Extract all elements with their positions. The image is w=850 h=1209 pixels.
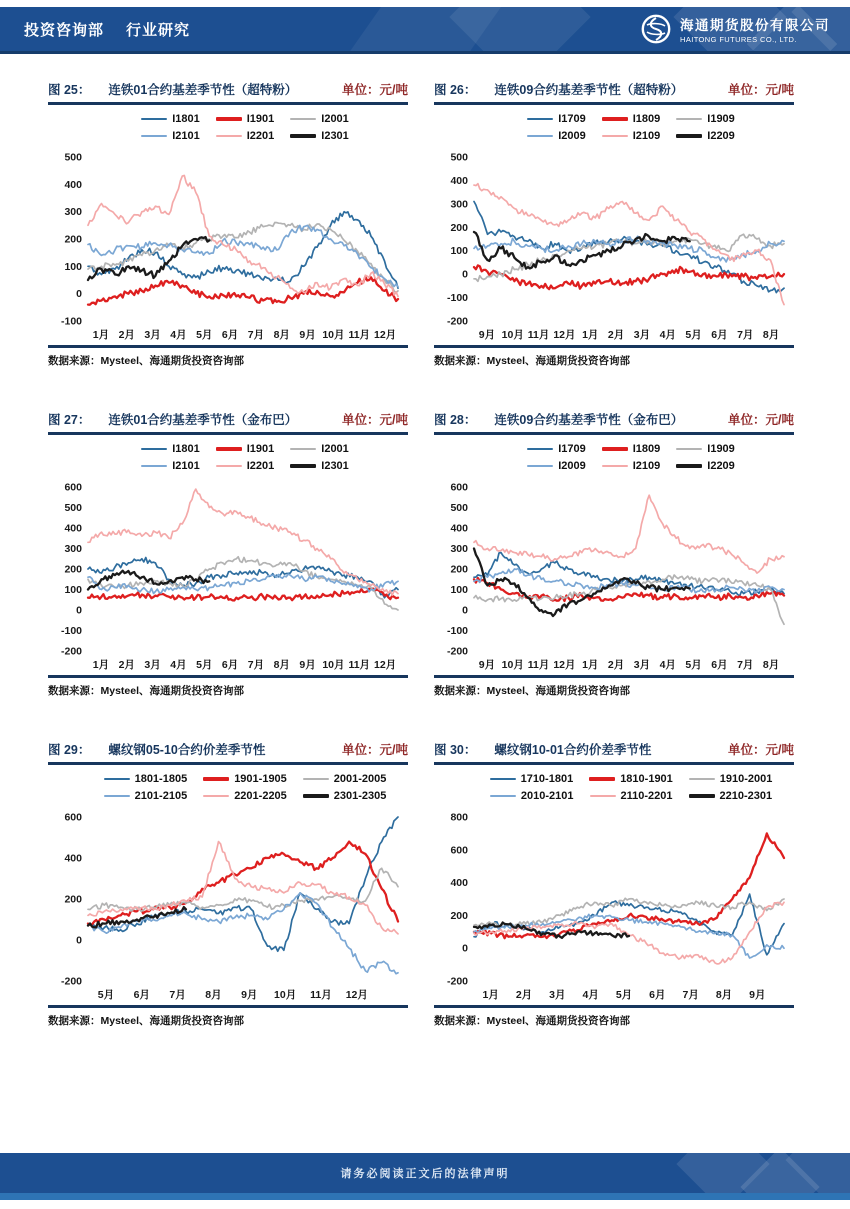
series-line-I2109 <box>474 495 784 573</box>
x-axis-labels <box>93 658 396 671</box>
figure-card <box>48 80 408 368</box>
legend-item-I2209: I2209 <box>676 130 735 142</box>
series-line-2101-2105 <box>88 893 398 974</box>
legend-row <box>468 773 794 785</box>
svg-text:300: 300 <box>64 206 82 219</box>
svg-text:6月: 6月 <box>221 329 239 341</box>
series-line-2001-2005 <box>88 868 398 911</box>
legend-item-I1709: I1709 <box>527 113 586 125</box>
svg-text:11月: 11月 <box>527 329 550 341</box>
legend-item-I1801: I1801 <box>141 443 200 455</box>
svg-text:12月: 12月 <box>553 329 576 341</box>
svg-text:800: 800 <box>450 811 468 824</box>
legend-item-I2209: I2209 <box>676 460 735 472</box>
svg-text:3月: 3月 <box>549 989 566 1001</box>
legend-swatch <box>141 135 167 138</box>
legend-swatch <box>290 448 316 451</box>
footer-decoration <box>676 1153 769 1193</box>
legend-swatch <box>141 118 167 121</box>
svg-text:9月: 9月 <box>299 329 316 341</box>
legend-swatch <box>203 795 229 798</box>
legend-swatch <box>290 134 316 138</box>
svg-text:-100: -100 <box>446 625 468 637</box>
title-underline <box>434 762 794 765</box>
chart-canvas <box>48 477 408 673</box>
x-axis-labels <box>479 328 780 341</box>
series-line-I2001 <box>88 557 398 610</box>
legend-item-I1901: I1901 <box>216 113 275 125</box>
svg-text:12月: 12月 <box>553 659 576 671</box>
legend-swatch <box>216 465 242 468</box>
legend-item-I1801: I1801 <box>141 113 200 125</box>
legend-row <box>468 790 794 802</box>
svg-text:1月: 1月 <box>582 659 599 671</box>
svg-text:11月: 11月 <box>310 989 332 1001</box>
y-axis-ticks <box>447 482 468 658</box>
header-decoration <box>449 7 590 54</box>
page-footer <box>0 1153 850 1193</box>
legend-row <box>82 130 408 142</box>
figure-title: 连铁01合约基差季节性（超特粉） <box>108 83 298 97</box>
legend-swatch <box>590 795 616 798</box>
figure-unit: 单位：元/吨 <box>342 83 408 97</box>
svg-text:6月: 6月 <box>221 659 239 671</box>
svg-text:400: 400 <box>450 174 468 187</box>
x-axis-labels <box>98 988 368 1001</box>
svg-text:600: 600 <box>64 811 82 824</box>
svg-text:1月: 1月 <box>92 659 110 671</box>
chart-canvas <box>434 807 794 1003</box>
svg-text:0: 0 <box>76 604 82 617</box>
svg-text:-100: -100 <box>60 315 82 328</box>
legend-swatch <box>290 464 316 468</box>
svg-text:2月: 2月 <box>607 659 625 671</box>
header-titles <box>24 19 190 40</box>
chart-legend <box>48 773 408 802</box>
svg-text:9月: 9月 <box>478 659 496 671</box>
figure-unit: 单位：元/吨 <box>728 743 794 757</box>
legend-swatch <box>527 118 553 121</box>
figure-unit: 单位：元/吨 <box>342 413 408 427</box>
figure-title: 连铁01合约基差季节性（金布巴） <box>108 413 298 427</box>
svg-text:600: 600 <box>450 481 468 494</box>
legend-item-2301-2305: 2301-2305 <box>303 790 387 802</box>
legend-item-1901-1905: 1901-1905 <box>203 773 287 785</box>
chart-legend <box>48 113 408 142</box>
series-line-I2109 <box>474 184 784 305</box>
x-axis-labels <box>479 658 780 671</box>
svg-text:3月: 3月 <box>633 659 651 671</box>
company-name-en: HAITONG FUTURES CO., LTD. <box>680 35 797 44</box>
svg-text:4月: 4月 <box>659 659 676 671</box>
svg-text:6月: 6月 <box>649 989 666 1001</box>
legend-item-2110-2201: 2110-2201 <box>590 790 673 802</box>
footer-decoration <box>786 1153 850 1193</box>
figure-header <box>48 80 408 98</box>
legend-item-I2201: I2201 <box>216 130 275 142</box>
footer-strip <box>0 1193 850 1200</box>
figure-unit: 单位：元/吨 <box>342 743 408 757</box>
legend-swatch <box>290 118 316 121</box>
legend-swatch <box>303 794 329 798</box>
figures-grid <box>0 54 850 1028</box>
title-underline <box>48 432 408 435</box>
svg-text:400: 400 <box>64 852 82 865</box>
chart-canvas <box>434 477 794 673</box>
svg-text:7月: 7月 <box>737 659 754 671</box>
legend-swatch <box>303 778 329 781</box>
legend-item-I1909: I1909 <box>676 443 735 455</box>
svg-text:200: 200 <box>450 909 468 922</box>
svg-text:2月: 2月 <box>118 659 135 671</box>
series-line-I1901 <box>88 589 398 601</box>
legend-swatch <box>490 778 516 781</box>
svg-text:500: 500 <box>450 151 468 164</box>
legend-row <box>468 130 794 142</box>
legend-swatch <box>104 795 130 798</box>
svg-text:0: 0 <box>462 268 468 281</box>
figure-title: 螺纹钢05-10合约价差季节性 <box>108 743 266 757</box>
svg-text:6月: 6月 <box>711 659 728 671</box>
figure-header <box>434 410 794 428</box>
legend-swatch <box>602 465 628 468</box>
svg-text:9月: 9月 <box>478 329 496 341</box>
svg-text:5月: 5月 <box>196 329 213 341</box>
legend-swatch <box>527 448 553 451</box>
svg-text:7月: 7月 <box>169 989 186 1001</box>
legend-swatch <box>689 778 715 781</box>
figure-title: 连铁09合约基差季节性（金布巴） <box>494 413 684 427</box>
legend-swatch <box>490 795 516 798</box>
svg-text:10月: 10月 <box>322 329 345 341</box>
chart-canvas <box>48 147 408 343</box>
legend-item-1801-1805: 1801-1805 <box>104 773 188 785</box>
plot-lines <box>88 176 398 305</box>
legend-item-I2001: I2001 <box>290 443 349 455</box>
svg-text:8月: 8月 <box>762 659 780 671</box>
header-section: 行业研究 <box>126 21 191 39</box>
svg-text:2月: 2月 <box>118 329 135 341</box>
legend-item-2201-2205: 2201-2205 <box>203 790 287 802</box>
legend-item-I2101: I2101 <box>141 460 200 472</box>
svg-text:11月: 11月 <box>348 659 371 671</box>
svg-text:300: 300 <box>64 543 82 555</box>
svg-text:5月: 5月 <box>685 329 702 341</box>
header-decoration <box>332 7 508 54</box>
figure-card <box>48 410 408 698</box>
svg-text:100: 100 <box>450 584 468 596</box>
svg-text:10月: 10月 <box>501 659 524 671</box>
svg-text:200: 200 <box>64 893 82 906</box>
svg-text:0: 0 <box>76 288 82 301</box>
svg-text:5月: 5月 <box>97 989 115 1001</box>
svg-text:9月: 9月 <box>241 989 258 1001</box>
svg-text:8月: 8月 <box>273 659 290 671</box>
legend-item-2101-2105: 2101-2105 <box>104 790 188 802</box>
legend-swatch <box>216 117 242 121</box>
footer-decoration <box>740 1153 819 1193</box>
figure-header <box>48 740 408 758</box>
legend-swatch <box>602 117 628 121</box>
legend-row <box>468 113 794 125</box>
title-underline <box>434 432 794 435</box>
svg-text:12月: 12月 <box>345 989 368 1001</box>
svg-text:100: 100 <box>64 584 82 596</box>
svg-text:3月: 3月 <box>144 329 161 341</box>
svg-text:300: 300 <box>450 543 468 555</box>
svg-text:1月: 1月 <box>582 329 599 341</box>
svg-text:500: 500 <box>64 151 82 164</box>
svg-text:10月: 10月 <box>274 989 297 1001</box>
series-line-2110-2201 <box>474 902 784 964</box>
svg-text:7月: 7月 <box>247 329 265 341</box>
legend-item-I1709: I1709 <box>527 443 586 455</box>
data-source-note: 数据来源：Mysteel、海通期货投资咨询部 <box>48 1005 408 1028</box>
legend-item-I2009: I2009 <box>527 130 586 142</box>
y-axis-ticks <box>61 152 82 328</box>
figure-number: 图 30： <box>434 743 477 757</box>
legend-item-1710-1801: 1710-1801 <box>490 773 574 785</box>
series-line-I2209 <box>474 232 690 269</box>
company-name-cn: 海通期货股份有限公司 <box>680 18 830 33</box>
figure-header <box>434 80 794 98</box>
svg-text:0: 0 <box>76 934 82 947</box>
y-axis-ticks <box>61 482 82 658</box>
legend-swatch <box>203 777 229 781</box>
legend-swatch <box>676 448 702 451</box>
legend-row <box>468 443 794 455</box>
figure-header <box>48 410 408 428</box>
chart-canvas <box>434 147 794 343</box>
figure-header <box>434 740 794 758</box>
data-source-note: 数据来源：Mysteel、海通期货投资咨询部 <box>434 675 794 698</box>
svg-text:4月: 4月 <box>170 329 187 341</box>
legend-item-I1901: I1901 <box>216 443 275 455</box>
svg-text:2月: 2月 <box>515 989 533 1001</box>
svg-text:-200: -200 <box>60 975 82 988</box>
y-axis-ticks <box>447 812 468 988</box>
data-source-note: 数据来源：Mysteel、海通期货投资咨询部 <box>434 345 794 368</box>
legend-swatch <box>104 778 130 781</box>
svg-text:-100: -100 <box>60 625 82 637</box>
legend-swatch <box>602 447 628 451</box>
page-header <box>0 7 850 54</box>
plot-lines <box>88 489 398 610</box>
svg-text:200: 200 <box>450 221 468 234</box>
legal-disclaimer: 请务必阅读正文后的法律声明 <box>340 1168 510 1180</box>
legend-item-I1909: I1909 <box>676 113 735 125</box>
svg-text:4月: 4月 <box>659 329 676 341</box>
figure-unit: 单位：元/吨 <box>728 83 794 97</box>
svg-text:12月: 12月 <box>373 659 397 671</box>
legend-swatch <box>527 135 553 138</box>
svg-text:8月: 8月 <box>273 329 290 341</box>
legend-row <box>82 113 408 125</box>
legend-row <box>82 443 408 455</box>
legend-swatch <box>141 448 167 451</box>
y-axis-ticks <box>447 152 468 328</box>
y-axis-ticks <box>61 812 82 988</box>
data-source-note: 数据来源：Mysteel、海通期货投资咨询部 <box>48 675 408 698</box>
figure-number: 图 26： <box>434 83 477 97</box>
svg-text:200: 200 <box>64 233 82 246</box>
svg-text:4月: 4月 <box>170 659 187 671</box>
chart-canvas <box>48 807 408 1003</box>
legend-item-I1809: I1809 <box>602 113 661 125</box>
chart-legend <box>48 443 408 472</box>
legend-swatch <box>676 464 702 468</box>
series-line-I2201 <box>88 489 398 595</box>
svg-text:9月: 9月 <box>749 989 766 1001</box>
svg-text:-200: -200 <box>446 315 468 328</box>
legend-swatch <box>676 134 702 138</box>
figure-unit: 单位：元/吨 <box>728 413 794 427</box>
svg-text:8月: 8月 <box>715 989 733 1001</box>
svg-text:400: 400 <box>450 522 468 535</box>
legend-item-I2109: I2109 <box>602 460 661 472</box>
company-logo <box>639 12 830 46</box>
svg-text:10月: 10月 <box>501 329 524 341</box>
figure-card <box>434 410 794 698</box>
svg-text:-200: -200 <box>446 975 468 988</box>
svg-text:8月: 8月 <box>205 989 222 1001</box>
svg-text:100: 100 <box>64 260 82 273</box>
legend-item-1810-1901: 1810-1901 <box>589 773 673 785</box>
figure-card <box>48 740 408 1028</box>
svg-text:500: 500 <box>64 502 82 514</box>
legend-swatch <box>216 135 242 138</box>
legend-item-I2201: I2201 <box>216 460 275 472</box>
figure-title: 螺纹钢10-01合约价差季节性 <box>494 743 652 757</box>
legend-row <box>82 790 408 802</box>
legend-item-I2001: I2001 <box>290 113 349 125</box>
figure-title: 连铁09合约基差季节性（超特粉） <box>494 83 684 97</box>
svg-text:5月: 5月 <box>615 989 633 1001</box>
svg-text:500: 500 <box>450 502 468 514</box>
plot-lines <box>88 817 398 974</box>
legend-item-I1809: I1809 <box>602 443 661 455</box>
chart-legend <box>434 443 794 472</box>
svg-text:3月: 3月 <box>144 659 161 671</box>
svg-text:400: 400 <box>450 877 468 890</box>
svg-text:600: 600 <box>450 844 468 857</box>
legend-swatch <box>141 465 167 468</box>
svg-text:11月: 11月 <box>527 659 550 671</box>
svg-text:7月: 7月 <box>737 329 754 341</box>
svg-text:5月: 5月 <box>196 659 213 671</box>
svg-text:100: 100 <box>450 245 468 258</box>
figure-card <box>434 740 794 1028</box>
legend-item-I2101: I2101 <box>141 130 200 142</box>
legend-item-I2009: I2009 <box>527 460 586 472</box>
svg-text:0: 0 <box>462 942 468 955</box>
svg-text:3月: 3月 <box>633 329 651 341</box>
svg-text:200: 200 <box>64 563 82 576</box>
svg-text:200: 200 <box>450 563 468 576</box>
svg-text:1月: 1月 <box>482 989 499 1001</box>
series-line-I1909 <box>474 575 784 624</box>
svg-text:8月: 8月 <box>762 329 780 341</box>
svg-text:-200: -200 <box>60 645 82 658</box>
legend-swatch <box>689 794 715 798</box>
plot-lines <box>474 833 784 964</box>
legend-swatch <box>216 447 242 451</box>
figure-card <box>434 80 794 368</box>
legend-item-2010-2101: 2010-2101 <box>490 790 574 802</box>
svg-text:6月: 6月 <box>133 989 150 1001</box>
figure-number: 图 28： <box>434 413 477 427</box>
title-underline <box>48 102 408 105</box>
company-name <box>680 14 830 44</box>
legend-swatch <box>527 465 553 468</box>
title-underline <box>48 762 408 765</box>
data-source-note: 数据来源：Mysteel、海通期货投资咨询部 <box>48 345 408 368</box>
legend-swatch <box>602 135 628 138</box>
figure-number: 图 25： <box>48 83 91 97</box>
svg-text:5月: 5月 <box>685 659 702 671</box>
svg-text:4月: 4月 <box>582 989 599 1001</box>
svg-text:400: 400 <box>64 522 82 535</box>
svg-text:300: 300 <box>450 198 468 211</box>
legend-item-I2301: I2301 <box>290 130 349 142</box>
title-underline <box>434 102 794 105</box>
legend-row <box>82 460 408 472</box>
legend-swatch <box>589 777 615 781</box>
svg-text:9月: 9月 <box>299 659 316 671</box>
legend-row <box>468 460 794 472</box>
svg-text:400: 400 <box>64 178 82 191</box>
svg-text:1月: 1月 <box>92 329 110 341</box>
haitong-logo-icon <box>639 12 673 46</box>
svg-text:7月: 7月 <box>247 659 265 671</box>
svg-text:7月: 7月 <box>682 989 699 1001</box>
legend-item-2001-2005: 2001-2005 <box>303 773 387 785</box>
series-line-I1809 <box>474 265 784 289</box>
svg-text:-200: -200 <box>446 645 468 658</box>
x-axis-labels <box>482 988 765 1001</box>
figure-number: 图 29： <box>48 743 91 757</box>
svg-text:600: 600 <box>64 481 82 494</box>
series-line-I1901 <box>88 277 398 305</box>
svg-text:12月: 12月 <box>373 329 397 341</box>
legend-item-I2109: I2109 <box>602 130 661 142</box>
plot-lines <box>474 495 784 624</box>
data-source-note: 数据来源：Mysteel、海通期货投资咨询部 <box>434 1005 794 1028</box>
svg-text:10月: 10月 <box>322 659 345 671</box>
chart-legend <box>434 113 794 142</box>
legend-item-I2301: I2301 <box>290 460 349 472</box>
svg-text:2月: 2月 <box>607 329 625 341</box>
legend-row <box>82 773 408 785</box>
legend-item-1910-2001: 1910-2001 <box>689 773 773 785</box>
x-axis-labels <box>93 328 396 341</box>
svg-text:0: 0 <box>462 604 468 617</box>
figure-number: 图 27： <box>48 413 91 427</box>
legend-item-2210-2301: 2210-2301 <box>689 790 773 802</box>
plot-lines <box>474 184 784 305</box>
legend-swatch <box>676 118 702 121</box>
svg-text:-100: -100 <box>446 292 468 305</box>
chart-legend <box>434 773 794 802</box>
svg-text:6月: 6月 <box>711 329 728 341</box>
header-dept: 投资咨询部 <box>24 21 105 39</box>
svg-text:11月: 11月 <box>348 329 371 341</box>
